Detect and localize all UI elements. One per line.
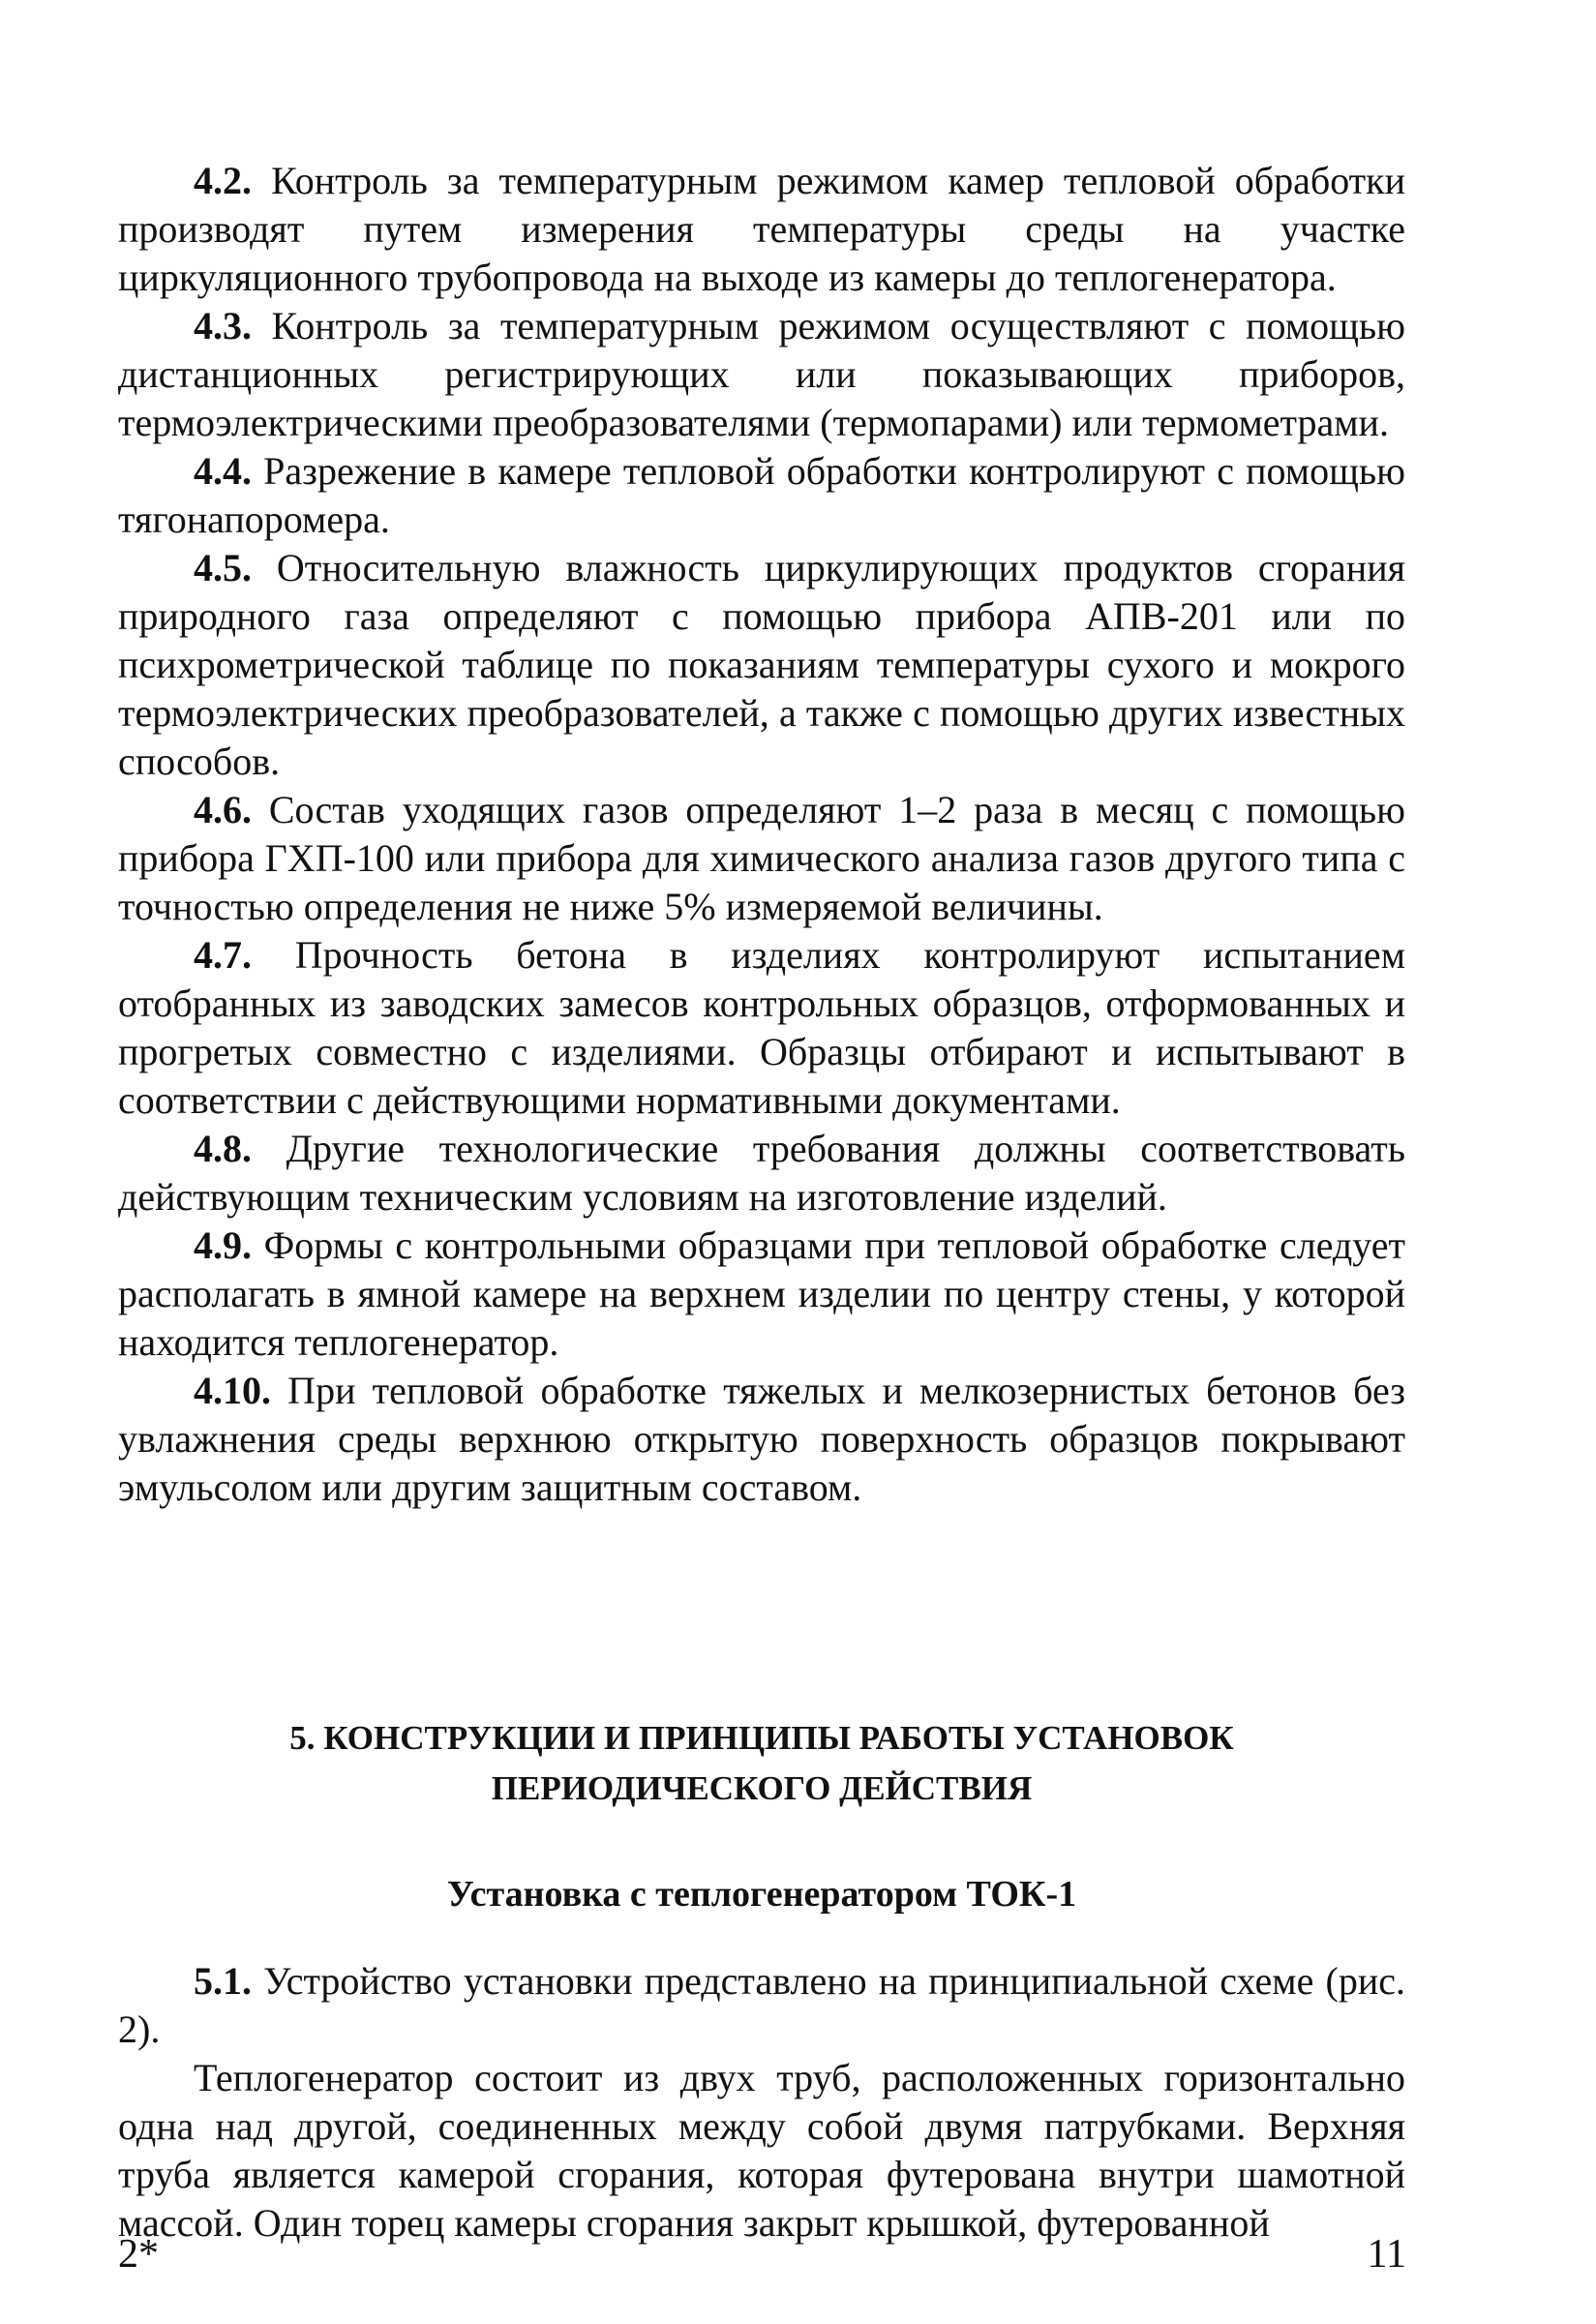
paragraph-4-2 [118, 157, 1405, 302]
section-heading-line-1: 5. КОНСТРУКЦИИ И ПРИНЦИПЫ РАБОТЫ УСТАНОВОК [289, 1719, 1234, 1757]
body-text-section-5 [118, 1957, 1405, 2248]
clause-number: 4.4. [194, 449, 252, 493]
clause-text: Контроль за температурным режимом осуществляют с помощью дистанционных регистрирующих или показывающих приборов, термоэлектрическими преобразователями (термопарами) или термометрами. [118, 304, 1405, 444]
clause-number: 4.8. [194, 1127, 252, 1170]
paragraph-4-8 [118, 1125, 1405, 1222]
page-number: 11 [1367, 2232, 1406, 2277]
clause-number: 4.9. [194, 1223, 252, 1267]
section-heading [118, 1713, 1405, 1814]
clause-text: Относительную влажность циркулирующих продуктов сгорания природного газа определяют с помощью прибора АПВ-201 или по психрометрической таблице по показаниям температуры сухого и мокрого термоэлектрических преобразователей, а также с помощью других известных способов. [118, 546, 1405, 783]
clause-number: 4.7. [194, 933, 252, 977]
subsection-heading: Установка с теплогенератором ТОК-1 [446, 1874, 1077, 1915]
clause-text: Разрежение в камере тепловой обработки контролируют с помощью тягонапоромера. [118, 449, 1405, 541]
clause-text: При тепловой обработке тяжелых и мелкозернистых бетонов без увлажнения среды верхнюю открытую поверхность образцов покрывают эмульсолом или другим защитным составом. [118, 1369, 1405, 1509]
section-heading-line-2: ПЕРИОДИЧЕСКОГО ДЕЙСТВИЯ [491, 1769, 1033, 1807]
paragraph-4-5 [118, 544, 1405, 786]
clause-number: 4.3. [194, 304, 252, 347]
paragraph-4-3 [118, 302, 1405, 447]
clause-text: Устройство установки представлено на принципиальной схеме (рис. 2). [118, 1959, 1405, 2051]
paragraph-4-9 [118, 1222, 1405, 1367]
clause-text: Другие технологические требования должны соответствовать действующим техническим условиям на изготовление изделий. [118, 1127, 1405, 1219]
clause-text: Теплогенератор состоит из двух труб, расположенных горизонтально одна над другой, соединенных между собой двумя патрубками. Верхняя труба является камерой сгорания, которая футерована внутри шамотной массой. Один торец камеры сгорания закрыт крышкой, футерованной [118, 2056, 1405, 2245]
clause-text: Прочность бетона в изделиях контролируют испытанием отобранных из заводских замесов контрольных образцов, отформованных и прогретых совместно с изделиями. Образцы отбирают и испытывают в соответствии с действующими нормативными документами. [118, 933, 1405, 1122]
paragraph-5-1 [118, 1957, 1405, 2054]
clause-number: 4.2. [194, 159, 252, 202]
clause-text: Контроль за температурным режимом камер тепловой обработки производят путем измерения температуры среды на участке циркуляционного трубопровода на выходе из камеры до теплогенератора. [118, 159, 1405, 299]
clause-text: Состав уходящих газов определяют 1–2 раза в месяц с помощью прибора ГХП-100 или прибора для химического анализа газов другого типа с точностью определения не ниже 5% измеряемой величины. [118, 788, 1405, 928]
sheet-signature: 2* [118, 2232, 159, 2277]
body-text-section-4 [118, 157, 1405, 1512]
paragraph-4-6 [118, 786, 1405, 931]
paragraph-4-10 [118, 1367, 1405, 1512]
clause-number: 4.6. [194, 788, 252, 831]
clause-number: 5.1. [194, 1959, 252, 2003]
clause-number: 4.5. [194, 546, 252, 589]
clause-number: 4.10. [194, 1369, 271, 1412]
paragraph-4-4 [118, 447, 1405, 544]
paragraph-5-1-continued [118, 2054, 1405, 2248]
paragraph-4-7 [118, 931, 1405, 1125]
clause-text: Формы с контрольными образцами при тепловой обработке следует располагать в ямной камере на верхнем изделии по центру стены, у которой находится теплогенератор. [118, 1223, 1405, 1364]
